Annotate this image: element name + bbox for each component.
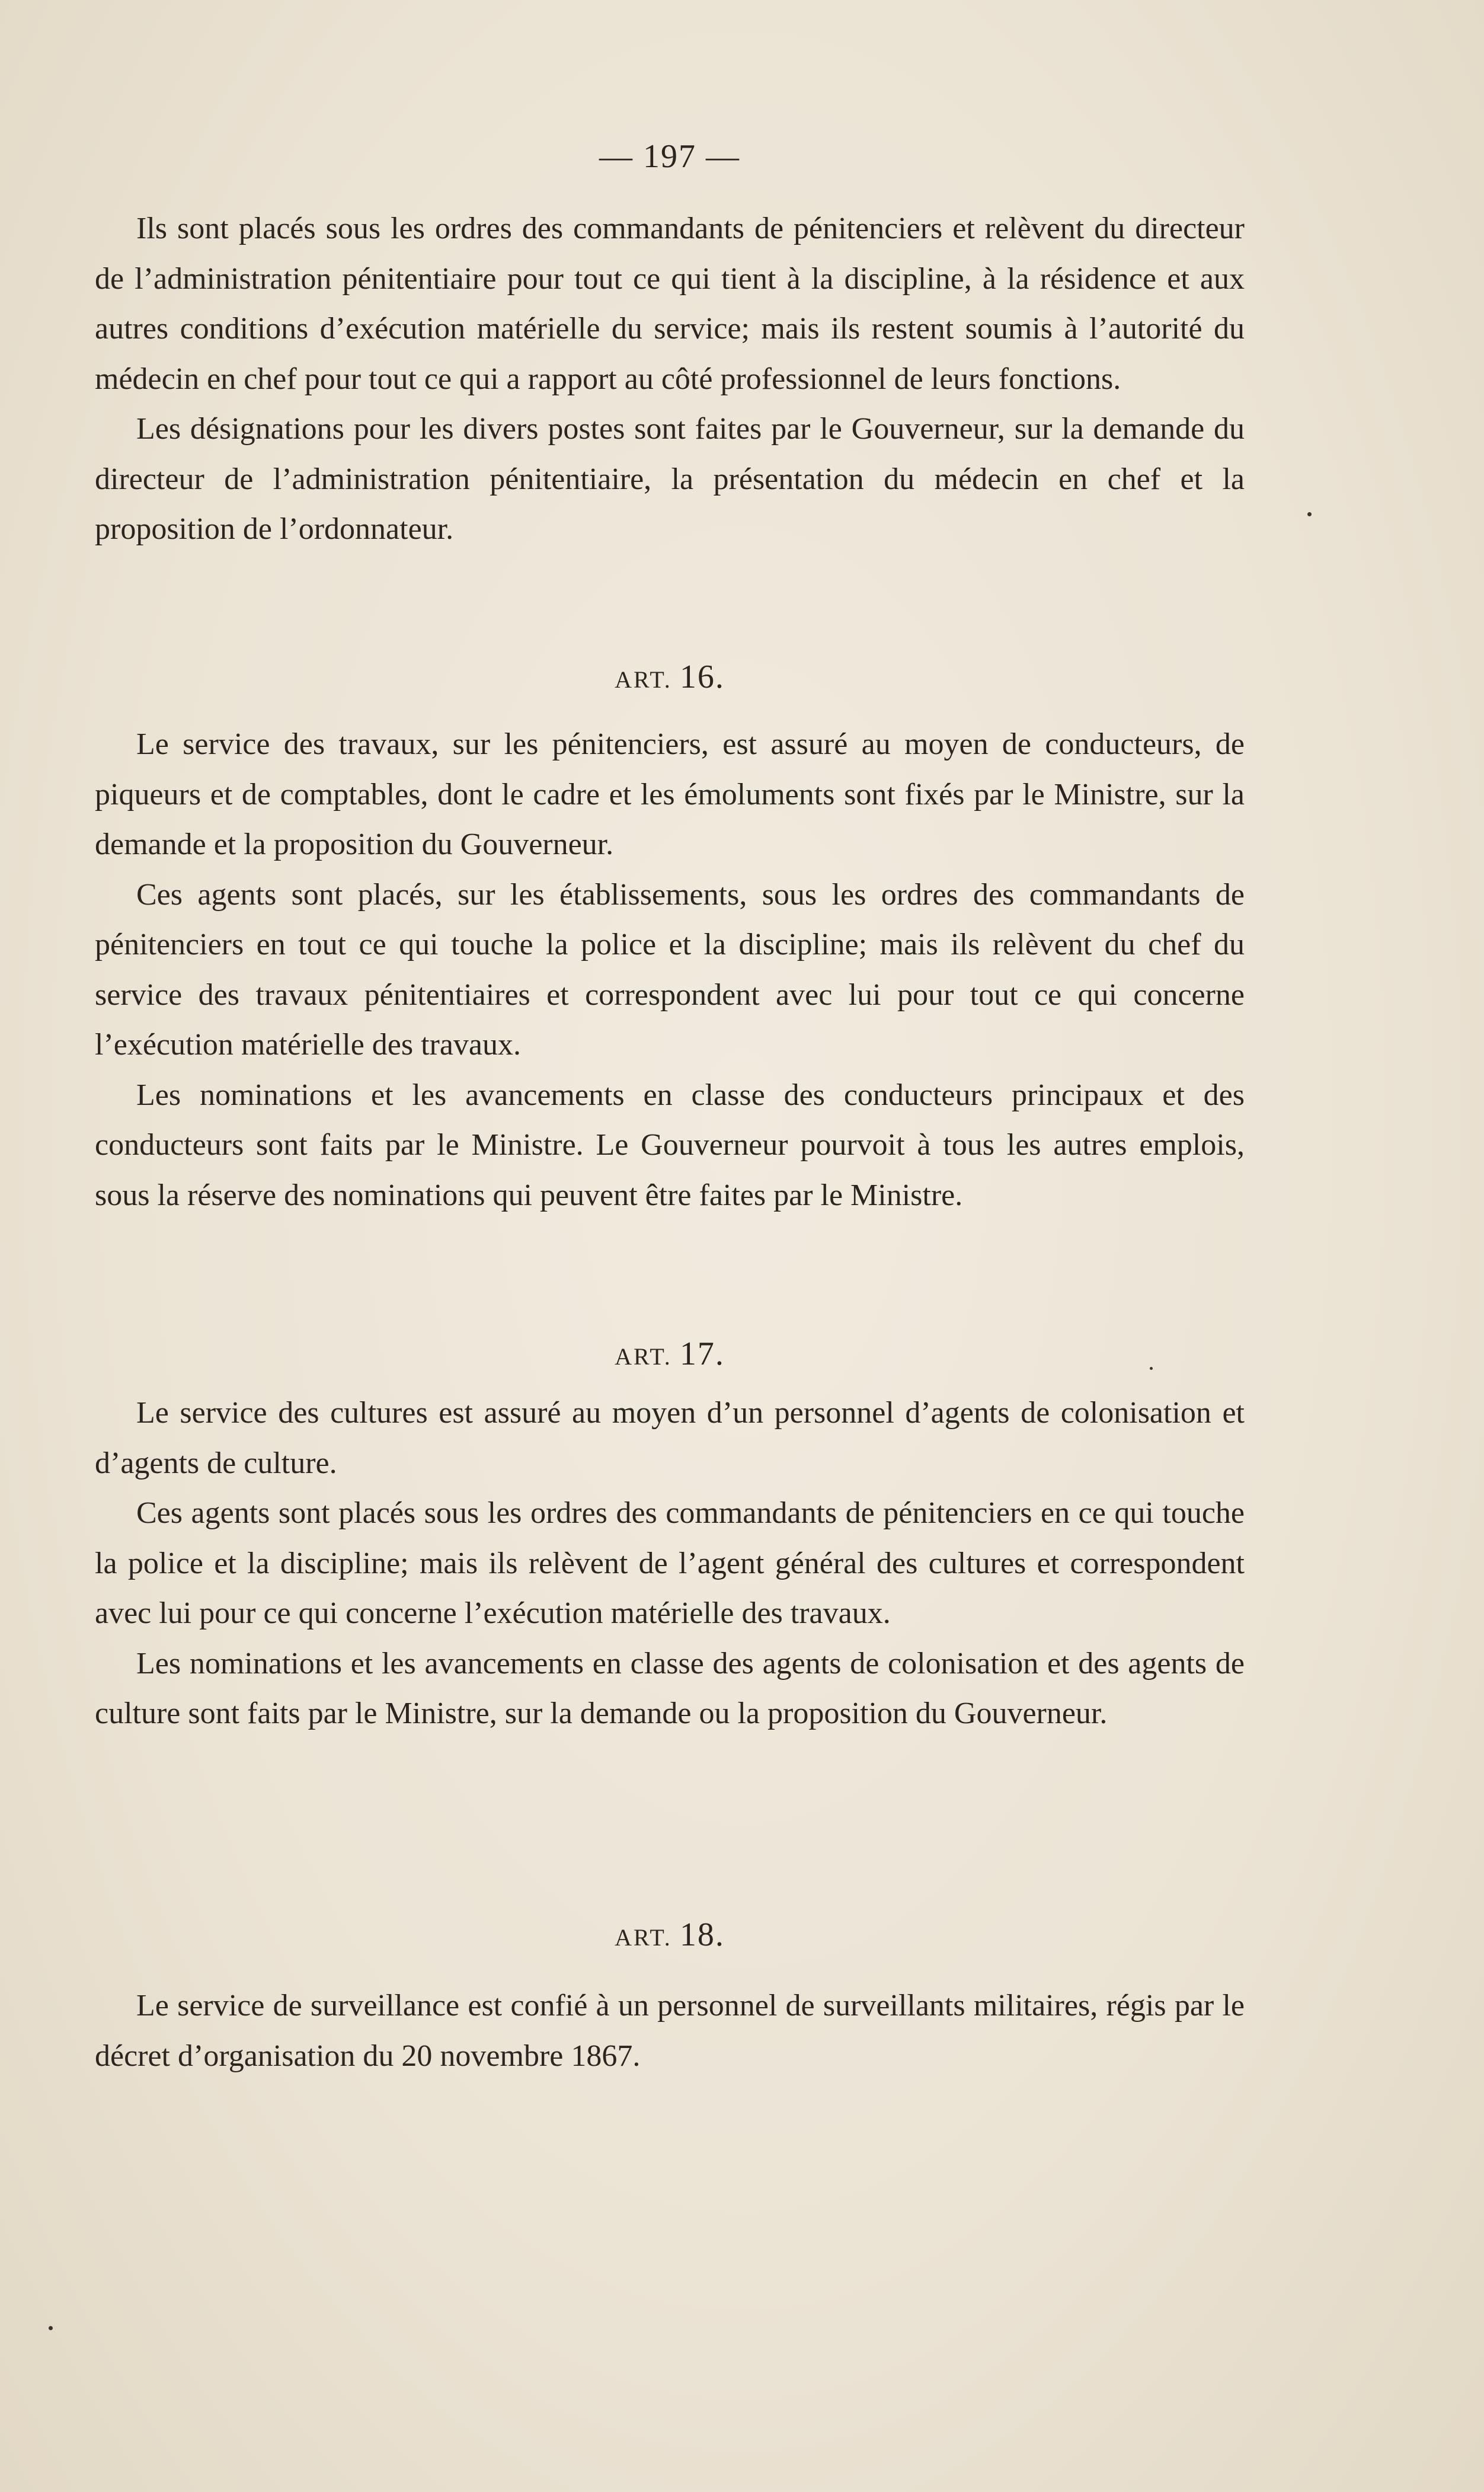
- article-label: ART.: [615, 666, 672, 693]
- article-16-heading: [95, 658, 1245, 696]
- paragraph: Ces agents sont placés, sur les établissements, sous les ordres des commandants de pénitenciers en tout ce qui touche la police et la discipline; mais ils relèvent du chef du service des travaux pénitentiaires et correspondent avec lui pour tout ce qui concerne l’exécution matérielle des travaux.: [95, 877, 1245, 1062]
- paragraph: Le service des travaux, sur les pénitenciers, est assuré au moyen de conducteurs, de piqueurs et de comptables, dont le cadre et les émoluments sont fixés par le Ministre, sur la demande et la proposition du Gouverneur.: [95, 727, 1245, 861]
- article-number: 16.: [679, 659, 725, 695]
- paper-speck: [1307, 512, 1312, 516]
- intro-section: [95, 204, 1245, 555]
- paragraph: Le service de surveillance est confié à un personnel de surveillants militaires, régis par le décret d’organisation du 20 novembre 1867.: [95, 1989, 1245, 2073]
- article-number: 17.: [679, 1336, 725, 1372]
- paragraph: Le service des cultures est assuré au moyen d’un personnel d’agents de colonisation et d’agents de culture.: [95, 1396, 1245, 1480]
- article-label: ART.: [615, 1924, 672, 1951]
- article-17-heading: [95, 1335, 1245, 1373]
- page-number: — 197 —: [599, 138, 740, 175]
- paragraph: Les nominations et les avancements en classe des conducteurs principaux et des conducteurs sont faits par le Ministre. Le Gouverneur pourvoit à tous les autres emplois, sous la réserve des nominations qui peuvent être faites par le Ministre.: [95, 1078, 1245, 1212]
- paper-speck: [49, 2326, 53, 2330]
- article-16-section: [95, 720, 1245, 1221]
- article-18-section: [95, 1981, 1245, 2081]
- paragraph: Les désignations pour les divers postes sont faites par le Gouverneur, sur la demande du directeur de l’administration pénitentiaire, la présentation du médecin en chef et la proposition de l’ordonnateur.: [95, 412, 1245, 546]
- paragraph: Ils sont placés sous les ordres des commandants de pénitenciers et relèvent du directeur de l’administration pénitentiaire pour tout ce qui tient à la discipline, à la résidence et aux autres conditions d’exécution matérielle du service; mais ils restent soumis à l’autorité du médecin en chef pour tout ce qui a rapport au côté professionnel de leurs fonctions.: [95, 212, 1245, 396]
- article-17-section: [95, 1388, 1245, 1739]
- article-18-heading: [95, 1916, 1245, 1954]
- article-label: ART.: [615, 1343, 672, 1370]
- paragraph: Ces agents sont placés sous les ordres des commandants de pénitenciers en ce qui touche la police et la discipline; mais ils relèvent de l’agent général des cultures et correspondent avec lui pour ce qui concerne l’exécution matérielle des travaux.: [95, 1496, 1245, 1630]
- paper-speck: [1150, 1367, 1153, 1370]
- article-number: 18.: [679, 1916, 725, 1953]
- paragraph: Les nominations et les avancements en classe des agents de colonisation et des agents de culture sont faits par le Ministre, sur la demande ou la proposition du Gouverneur.: [95, 1646, 1245, 1730]
